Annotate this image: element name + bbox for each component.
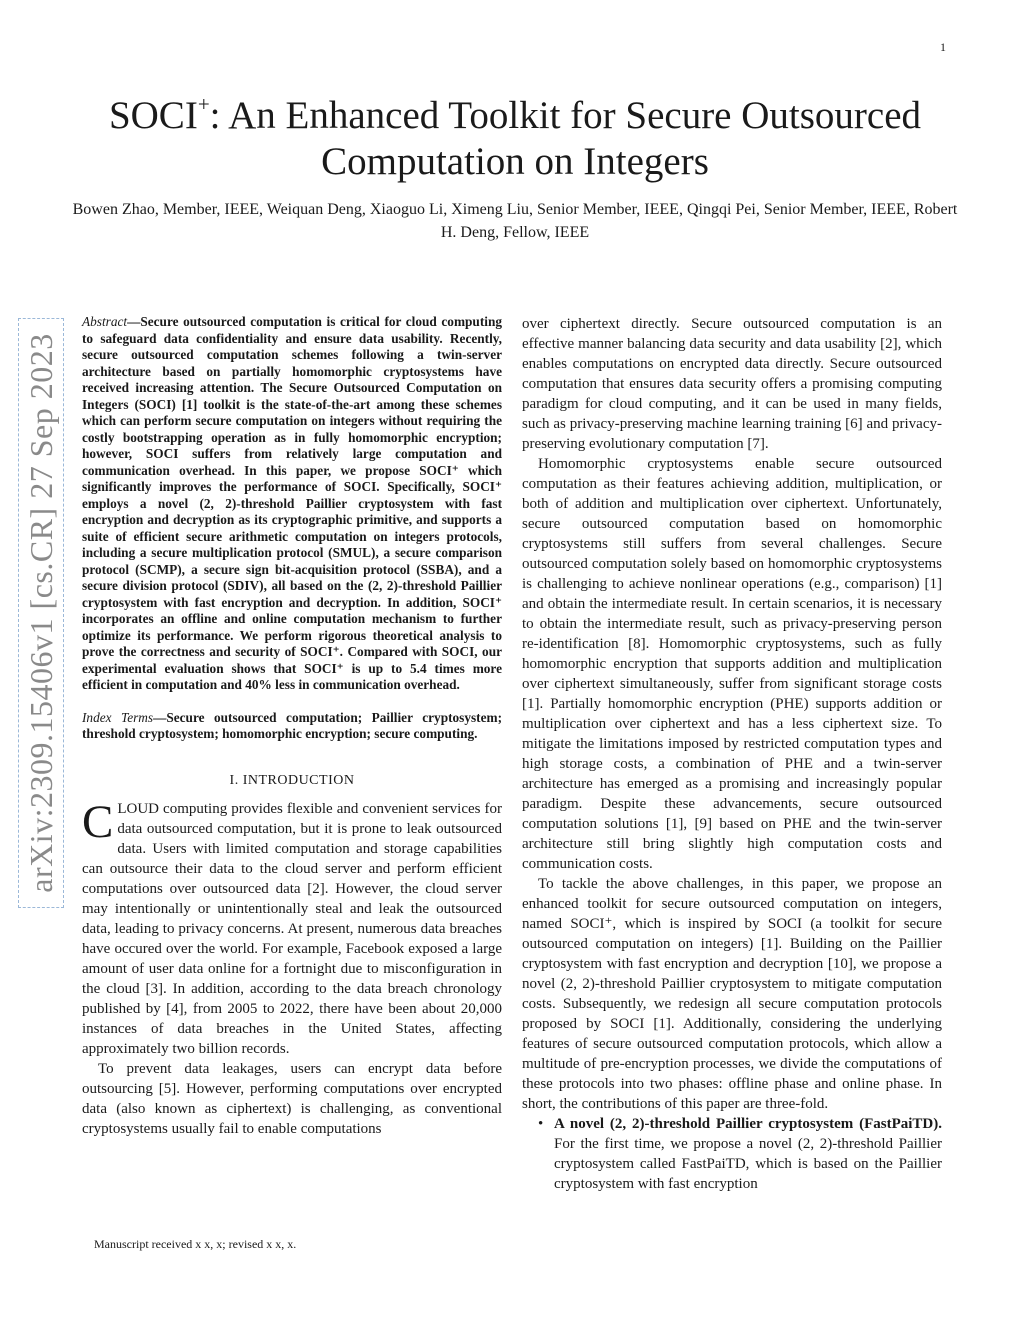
section-heading-introduction: I. INTRODUCTION [229,772,355,788]
index-terms-text: —Secure outsourced computation; Paillier cryptosystem; threshold cryptosystem; homomorphic encryption; secure computing. [82,709,502,741]
paper-title [60,93,970,185]
left-column [82,314,502,1139]
arxiv-identifier-text: arXiv:2309.15406v1 [cs.CR] 27 Sep 2023 [22,333,59,893]
right-paragraph-3: To tackle the above challenges, in this paper, we propose an enhanced toolkit for secure outsourced computation on integers, named SOCI⁺, which is inspired by SOCI (a toolkit for secure outsourced computation on integers) [1]. Building on the Paillier cryptosystem with fast encryption and decryption [10], we propose a novel (2, 2)-threshold Paillier cryptosystem to mitigate computation costs. Subsequently, we redesign all secure computation protocols proposed by SOCI [1]. Additionally, considering the underlying features of secure outsourced computation protocols, which allow a multitude of pre-encryption processes, we divide the computations of these protocols into two phases: offline phase and online phase. In short, the contributions of this paper are three-fold. [522,876,942,1112]
index-terms-lead: Index Terms [82,709,154,725]
right-paragraph-1: over ciphertext directly. Secure outsourced computation is an effective manner balancing data security and data usability [2], which enables computations on encrypted data directly. Secure outsourced computation that ensures data security offers a promising computing paradigm for cloud computing, and it can be used in many fields, such as privacy-preserving machine learning training [6] and privacy-preserving evolutionary computation [7]. [522,316,942,452]
contribution-bullet [522,1114,942,1194]
arxiv-identifier [18,318,64,908]
index-terms [82,710,502,743]
abstract-lead: Abstract [82,314,128,329]
bullet-dot: • [538,1116,544,1132]
title-superscript: + [197,92,210,116]
bullet-text: For the first time, we propose a novel (2, 2)-threshold Paillier cryptosystem called FastPaiTD, which is based on the Paillier cryptosystem with fast encryption [554,1136,942,1192]
drop-cap: C [82,795,114,848]
abstract [82,314,502,694]
right-paragraph-2: Homomorphic cryptosystems enable secure outsourced computation as their features achieving addition, multiplication, or both of addition and multiplication over ciphertext. Unfortunately, secure outsourced computation based on homomorphic cryptosystems still suffers from several challenges. Secure outsourced computation solely based on homomorphic cryptosystems is challenging to achieve nonlinear operations (e.g., comparison) [1] and obtain the intermediate result. In certain scenarios, it is necessary to obtain the intermediate result, such as privacy-preserving person re-identification [8]. Homomorphic cryptosystems, such as fully homomorphic encryption that supports addition and multiplication over ciphertext simultaneously, suffer from significant storage costs [1]. Partially homomorphic encryption (PHE) supports addition or multiplication over ciphertext and has a less ciphertext size. To mitigate the limitations imposed by restricted computation types and high storage costs, a combination of PHE and a twin-server architecture has emerged as a promising and increasingly popular paradigm. Despite these advancements, secure outsourced computation solutions [1], [9] based on PHE and the twin-server architecture still bring slightly high computation costs and communication costs. [522,456,942,872]
bullet-bold-text: A novel (2, 2)-threshold Paillier cryptosystem (FastPaiTD). [554,1116,942,1132]
page-number: 1 [940,40,946,54]
abstract-text: —Secure outsourced computation is critical for cloud computing to safeguard data confidentiality and ensure data usability. Recently, secure outsourced computation schemes following a twin-server architecture based on partially homomorphic cryptosystems have received increasing attention. The Secure Outsourced Computation on Integers (SOCI) [1] toolkit is the state-of-the-art among these schemes which can perform secure computation on integers without requiring the costly bootstrapping operation as in fully homomorphic encryption; however, SOCI suffers from relatively large computation and communication overhead. In this paper, we propose SOCI⁺ which significantly improves the performance of SOCI. Specifically, SOCI⁺ employs a novel (2, 2)-threshold Paillier cryptosystem with fast encryption and decryption as its cryptographic primitive, and supports a suite of efficient secure arithmetic computation on integers protocols, including a secure multiplication protocol (SMUL), a secure comparison protocol (SCMP), a secure sign bit-acquisition protocol (SSBA), and a secure division protocol (SDIV), all based on the (2, 2)-threshold Paillier cryptosystem with fast encryption and decryption. In addition, SOCI⁺ incorporates an offline and online computation mechanism to further optimize its performance. We perform rigorous theoretical analysis to prove the correctness and security of SOCI⁺. Compared with SOCI, our experimental evaluation shows that SOCI⁺ is up to 5.4 times more efficient in computation and 40% less in communication overhead. [82,314,502,692]
title-prefix: SOCI [108,94,198,137]
right-column [522,314,942,1194]
title-suffix: : An Enhanced Toolkit for Secure Outsourced Computation on Integers [209,94,922,183]
intro-paragraph-1-text: LOUD computing provides flexible and convenient services for data outsourced computation, but it is prone to leak outsourced data. Users with limited computation and storage capabilities can outsource their data to the cloud server and perform efficient computations over outsourced data [2]. However, the cloud server may intentionally or unintentionally steal and leak the outsourced data, leading to privacy concerns. At present, numerous data breaches have occured over the world. For example, Facebook exposed a large amount of user data online for a fortnight due to misconfiguration in the cloud [3]. In addition, according to the data breach chronology published by [4], from 2005 to 2022, there have been about 20,000 instances of data breaches in the United States, affecting approximately two billion records. [82,800,502,1057]
author-list: Bowen Zhao, Member, IEEE, Weiquan Deng, Xiaoguo Li, Ximeng Liu, Senior Member, IEEE, Qingqi Pei, Senior Member, IEEE, Robert H. Deng, Fellow, IEEE [72,201,958,241]
intro-paragraph-1 [82,795,502,1059]
footnote: Manuscript received x x, x; revised x x, x. [94,1237,297,1251]
intro-paragraph-2: To prevent data leakages, users can encrypt data before outsourcing [5]. However, performing computations over encrypted data (also known as ciphertext) is challenging, as conventional cryptosystems usually fail to enable computations [82,1060,502,1137]
